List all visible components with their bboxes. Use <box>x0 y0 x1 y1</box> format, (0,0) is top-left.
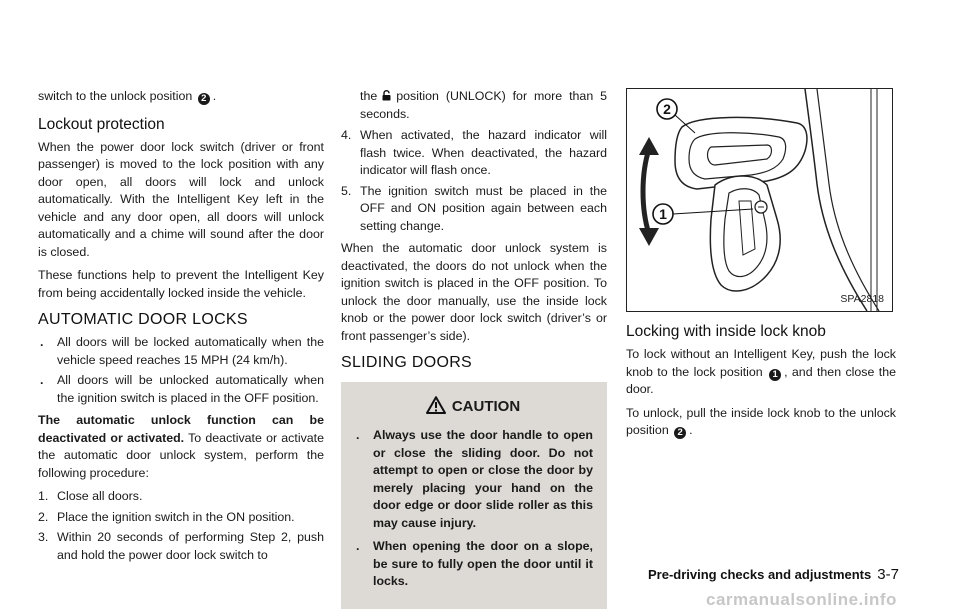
column-right <box>626 322 896 446</box>
unlock-text-b: . <box>689 423 693 437</box>
list-item <box>353 538 593 591</box>
footer-section-title: Pre-driving checks and adjustments <box>648 567 872 582</box>
unlock-para <box>626 405 896 440</box>
auto-unlock-rest: To deactivate or activate the automatic door unlock system, perform the following procedure: <box>38 430 324 480</box>
auto-lock-bullets <box>38 334 324 407</box>
inside-lock-knob-heading: Locking with inside lock knob <box>626 323 826 340</box>
caution-box <box>341 382 607 609</box>
column-middle <box>341 88 607 609</box>
caution-text: Always use the door handle to open or close the sliding door. Do not attempt to open or close the door by merely placing your hand on the door edge or door slide roller as this may cause injury. <box>373 428 593 530</box>
lock-para <box>626 346 896 399</box>
lock-text-a: To lock without an Intelligent Key, push the lock knob to the lock position <box>626 347 896 379</box>
list-item <box>38 509 324 527</box>
callout-2-icon: 2 <box>198 93 210 105</box>
list-item <box>38 529 324 564</box>
callout-2-label: 2 <box>663 101 671 117</box>
caution-list <box>353 427 593 591</box>
auto-door-locks-heading: AUTOMATIC DOOR LOCKS <box>38 311 248 328</box>
bullet-text: All doors will be locked automatically when the vehicle speed reaches 15 MPH (24 km/h). <box>57 335 324 367</box>
intro-text: switch to the unlock position <box>38 89 193 103</box>
step-text: The ignition switch must be placed in the OFF and ON position again between each setting change. <box>360 183 607 233</box>
auto-unlock-bold: The automatic unlock function can be deactivated or activated. <box>38 413 324 445</box>
column-left <box>38 88 324 569</box>
list-item <box>341 183 607 236</box>
manual-unlock-para: When the automatic door unlock system is deactivated, the doors do not unlock when the ignition switch is placed in the OFF position. To unlock the door manually, use the inside lock knob or the power door lock switch (driver’s or front passenger’s side). <box>341 241 607 343</box>
step-text: Place the ignition switch in the ON position. <box>57 509 295 524</box>
cont-suffix: position (UNLOCK) for more than 5 seconds. <box>360 89 607 121</box>
page-footer <box>648 566 899 583</box>
watermark-text: carmanualsonline.info <box>706 590 897 609</box>
list-item <box>38 372 324 407</box>
bullet-dot: . <box>356 539 360 553</box>
lockout-para-1: When the power door lock switch (driver or front passenger) is moved to the lock position with any door open, all doors will lock and unlock automatically. With the Intelligent Key left in the vehicle and any door open, all doors will unlock automatically and a chime will sound after the door is closed. <box>38 139 324 259</box>
step-number: 4. <box>341 128 352 142</box>
callout-1-icon: 1 <box>769 369 781 381</box>
step-number: 3. <box>38 530 49 544</box>
list-item <box>38 488 324 506</box>
list-item <box>341 88 607 123</box>
step-text: Within 20 seconds of performing Step 2, push and hold the power door lock switch to <box>57 530 324 562</box>
bullet-dot: . <box>40 335 44 349</box>
page-number: 3-7 <box>877 566 899 583</box>
lockout-heading: Lockout protection <box>38 115 165 133</box>
intro-line <box>38 88 324 106</box>
list-item <box>353 427 593 532</box>
caution-title: CAUTION <box>451 398 521 415</box>
lockout-para-2: These functions help to prevent the Intelligent Key from being accidentally locked inside the vehicle. <box>38 268 324 300</box>
unlock-icon <box>382 89 391 99</box>
step-number: 2. <box>38 509 49 524</box>
caution-text: When opening the door on a slope, be sure to fully open the door until it locks. <box>373 539 593 588</box>
cont-prefix: the <box>360 89 378 103</box>
warning-triangle-icon <box>426 396 446 414</box>
bullet-text: All doors will be unlocked automatically when the ignition switch is placed in the OFF position. <box>57 373 324 405</box>
list-item <box>38 334 324 369</box>
sliding-doors-heading: SLIDING DOORS <box>341 354 473 371</box>
lock-knob-illustration <box>626 88 893 312</box>
figure-code: SPA2818 <box>840 293 884 305</box>
callout-1-label: 1 <box>659 206 667 222</box>
bullet-dot: . <box>356 428 360 442</box>
auto-unlock-para <box>38 412 324 482</box>
lock-text-b: , and then close the door. <box>626 364 896 396</box>
procedure-steps <box>38 488 324 564</box>
step-text: When activated, the hazard indicator will flash twice. When deactivated, the hazard indicator will flash once. <box>360 128 607 177</box>
step-number: 5. <box>341 183 352 198</box>
list-item <box>341 127 607 180</box>
unlock-text-a: To unlock, pull the inside lock knob to the unlock position <box>626 405 896 437</box>
callout-2-icon: 2 <box>674 427 686 439</box>
procedure-steps-cont <box>341 88 607 235</box>
step-number: 1. <box>38 489 49 503</box>
caution-header <box>353 396 593 417</box>
intro-suffix: . <box>212 89 217 103</box>
door-lock-knob-drawing <box>627 89 892 311</box>
step-text: Close all doors. <box>57 489 143 503</box>
bullet-dot: . <box>40 373 44 387</box>
